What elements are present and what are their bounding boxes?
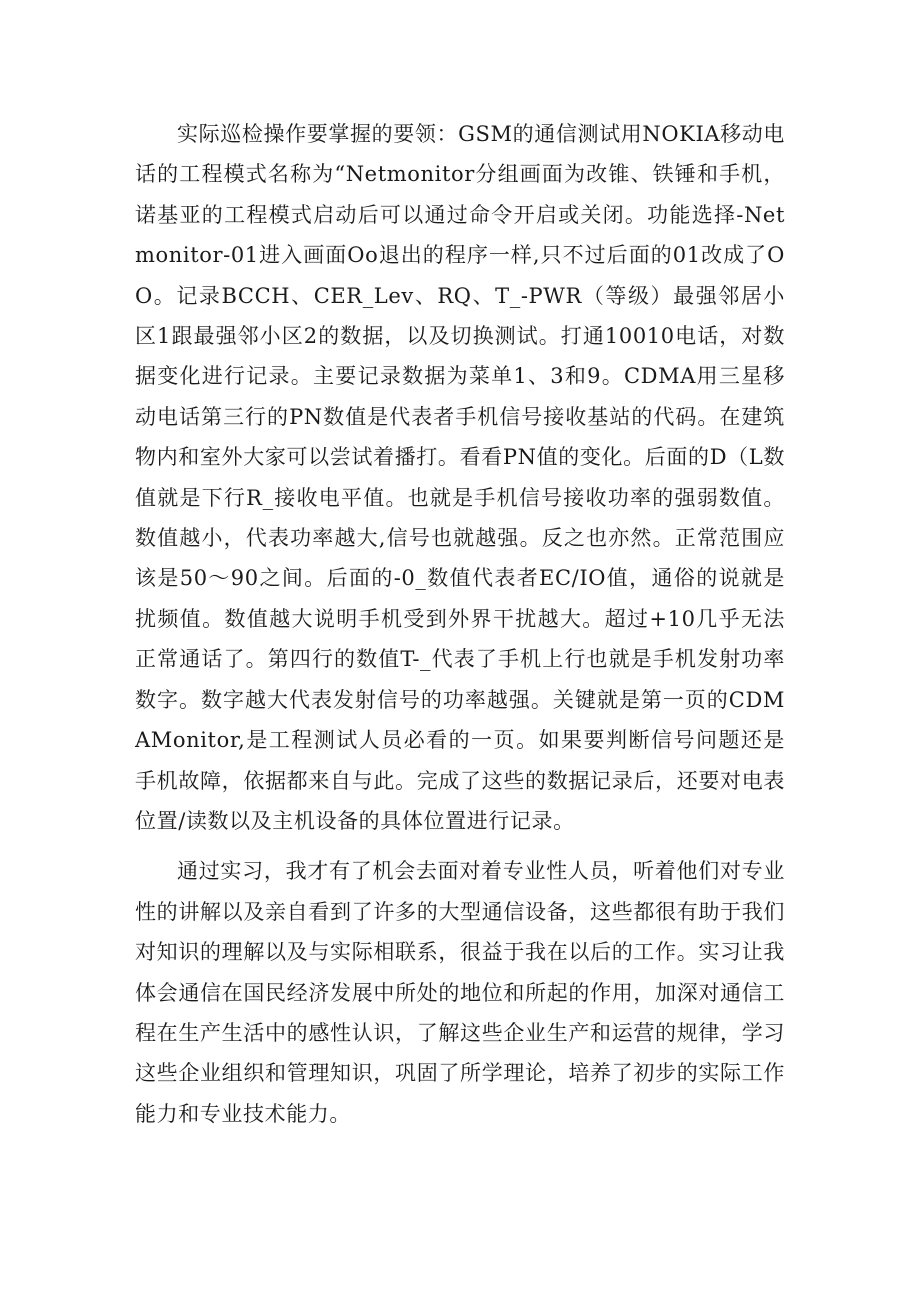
paragraph-inspection-procedure: 实际巡检操作要掌握的要领：GSM的通信测试用NOKIA移动电话的工程模式名称为“Netmonitor分组画面为改锥、铁锤和手机，诺基亚的工程模式启动后可以通过命令开启或关闭。功能选择-Netmonitor-01进入画面Oo退出的程序一样,只不过后面的01改成了OO。记录BCCH、CER_Lev、RQ、T_-PWR（等级）最强邻居小区1跟最强邻小区2的数据，以及切换测试。打通10010电话，对数据变化进行记录。主要记录数据为菜单1、3和9。CDMA用三星移动电话第三行的PN数值是代表者手机信号接收基站的代码。在建筑物内和室外大家可以尝试着播打。看看PN值的变化。后面的D（L数值就是下行R_接收电平值。也就是手机信号接收功率的强弱数值。数值越小，代表功率越大,信号也就越强。反之也亦然。正常范围应该是50〜90之间。后面的-0_数值代表者EC/IO值，通俗的说就是扰频值。数值越大说明手机受到外界干扰越大。超过+10几乎无法正常通话了。第四行的数值T-_代表了手机上行也就是手机发射功率数字。数字越大代表发射信号的功率越强。关键就是第一页的CDMAMonitor,是工程测试人员必看的一页。如果要判断信号问题还是手机故障，依据都来自与此。完成了这些的数据记录后，还要对电表位置/读数以及主机设备的具体位置进行记录。 — [135, 122, 785, 833]
paragraph-internship-reflection: 通过实习，我才有了机会去面对着专业性人员，听着他们对专业性的讲解以及亲自看到了许多的大型通信设备，这些都很有助于我们对知识的理解以及与实际相联系，很益于我在以后的工作。实习让我体会通信在国民经济发展中所处的地位和所起的作用，加深对通信工程在生产生活中的感性认识，了解这些企业生产和运营的规律，学习这些企业组织和管理知识，巩固了所学理论，培养了初步的实际工作能力和专业技术能力。 — [135, 859, 785, 1126]
body-text — [135, 114, 785, 1134]
